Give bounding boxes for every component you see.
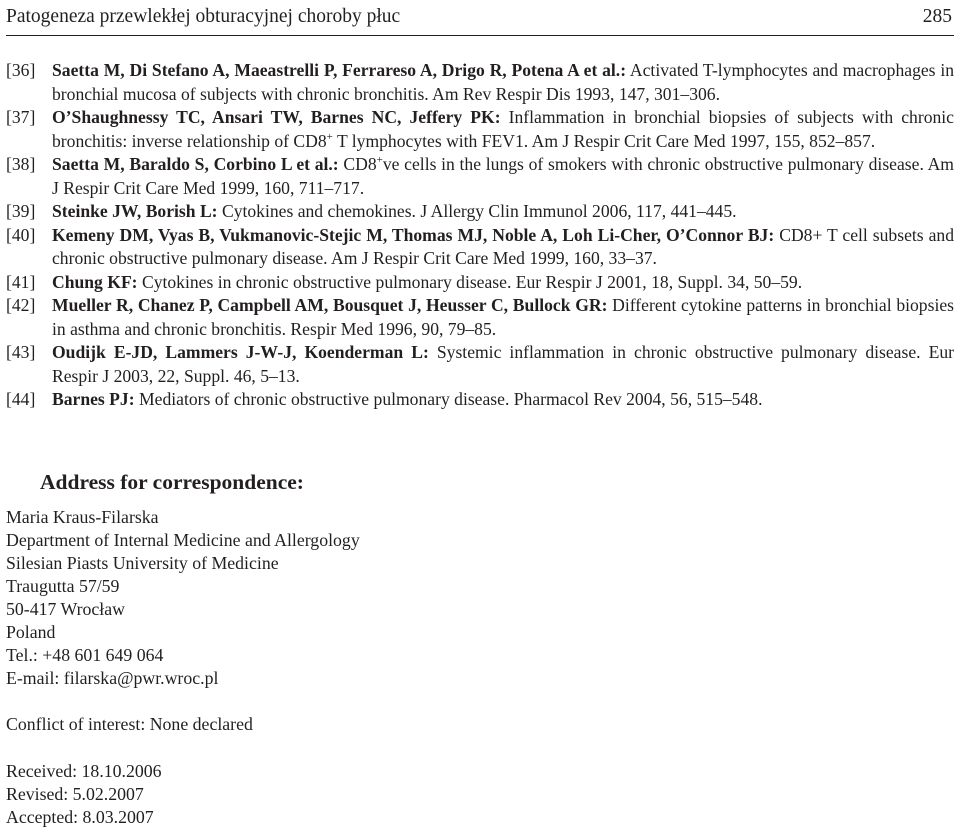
reference-details: Activated T-lymphocytes and macrophages in bronchial mucosa of subjects with chronic bronchitis. Am Rev Respir Dis 1993, 147, 301–306. [52, 60, 955, 104]
reference-text [52, 153, 954, 200]
reference-details: Systemic inflammation in chronic obstructive pulmonary disease. Eur Respir J 2003, 22, Suppl. 46, 5–13. [52, 342, 954, 386]
reference-authors: Saetta M, Di Stefano A, Maeastrelli P, Ferrareso A, Drigo R, Potena A et al.: [52, 60, 627, 80]
reference-item [6, 271, 954, 295]
reference-authors: Mueller R, Chanez P, Campbell AM, Bousquet J, Heusser C, Bullock GR: [52, 295, 608, 315]
reference-text [52, 388, 954, 412]
conflict-of-interest: Conflict of interest: None declared [6, 714, 253, 734]
reference-text [52, 224, 954, 271]
reference-details-cont: T lymphocytes with FEV1. Am J Respir Crit Care Med 1997, 155, 852–857. [336, 130, 876, 151]
address-city: 50-417 Wrocław [6, 599, 125, 619]
revised-date: Revised: 5.02.2007 [6, 784, 144, 804]
address-email: E-mail: filarska@pwr.wroc.pl [6, 668, 219, 688]
reference-authors: Barnes PJ: [52, 389, 135, 409]
reference-item [6, 59, 954, 106]
address-country: Poland [6, 622, 56, 642]
reference-number: [42] [6, 295, 36, 315]
article-dates [6, 760, 162, 829]
reference-details: Inflammation in bronchial biopsies of subjects with chronic bronchitis: inverse relationship of CD8 [52, 107, 954, 151]
reference-item [6, 106, 954, 153]
reference-list [6, 59, 954, 412]
superscript-plus: + [326, 130, 333, 143]
running-title: Patogeneza przewlekłej obturacyjnej choroby płuc [6, 6, 401, 27]
superscript-plus: + [376, 154, 383, 167]
received-date: Received: 18.10.2006 [6, 761, 162, 781]
accepted-date: Accepted: 8.03.2007 [6, 807, 154, 827]
reference-item [6, 341, 954, 388]
address-university: Silesian Piasts University of Medicine [6, 553, 279, 573]
reference-text [52, 271, 954, 295]
reference-details-cont: ve cells in the lungs of smokers with chronic obstructive pulmonary disease. Am J Respir Crit Care Med 1999, 160, 711–717. [52, 154, 954, 198]
reference-details: Cytokines and chemokines. J Allergy Clin Immunol 2006, 117, 441–445. [221, 201, 737, 221]
reference-item [6, 153, 954, 200]
reference-text [52, 294, 954, 341]
running-header [6, 0, 952, 28]
reference-text [52, 106, 954, 153]
reference-number: [38] [6, 154, 36, 174]
reference-details: Cytokines in chronic obstructive pulmonary disease. Eur Respir J 2001, 18, Suppl. 34, 50–59. [141, 271, 803, 292]
correspondence-heading: Address for correspondence: [40, 470, 304, 494]
reference-text [52, 200, 954, 224]
reference-authors: Steinke JW, Borish L: [52, 201, 218, 221]
page-number: 285 [922, 6, 952, 27]
header-rule [6, 35, 954, 36]
reference-number: [41] [6, 271, 36, 292]
reference-authors: Saetta M, Baraldo S, Corbino L et al.: [52, 154, 339, 174]
reference-item [6, 294, 954, 341]
reference-number: [40] [6, 224, 36, 245]
address-department: Department of Internal Medicine and Allergology [6, 530, 360, 550]
reference-details: Different cytokine patterns in bronchial biopsies in asthma and chronic bronchitis. Respir Med 1996, 90, 79–85. [52, 295, 954, 339]
reference-number: [37] [6, 107, 36, 127]
reference-authors: Kemeny DM, Vyas B, Vukmanovic-Stejic M, Thomas MJ, Noble A, Loh Li-Cher, O’Connor BJ: [52, 224, 775, 245]
reference-details: Mediators of chronic obstructive pulmonary disease. Pharmacol Rev 2004, 56, 515–548. [139, 389, 763, 409]
reference-text [52, 59, 954, 106]
address-phone: Tel.: +48 601 649 064 [6, 645, 164, 665]
reference-text [52, 341, 954, 388]
reference-authors: O’Shaughnessy TC, Ansari TW, Barnes NC, Jeffery PK: [52, 107, 501, 127]
reference-authors: Oudijk E-JD, Lammers J-W-J, Koenderman L: [52, 342, 429, 362]
reference-number: [39] [6, 201, 36, 221]
reference-item [6, 200, 954, 224]
reference-details: CD8+ T cell subsets and chronic obstructive pulmonary disease. Am J Respir Crit Care Med 1999, 160, 33–37. [52, 224, 955, 268]
address-name: Maria Kraus-Filarska [6, 507, 159, 527]
reference-number: [44] [6, 389, 36, 409]
reference-details: CD8 [343, 154, 377, 174]
reference-item [6, 388, 954, 412]
address-street: Traugutta 57/59 [6, 576, 120, 596]
correspondence-address [6, 506, 360, 690]
reference-number: [43] [6, 342, 36, 362]
reference-number: [36] [6, 60, 36, 80]
reference-authors: Chung KF: [52, 271, 138, 292]
reference-item [6, 224, 954, 271]
